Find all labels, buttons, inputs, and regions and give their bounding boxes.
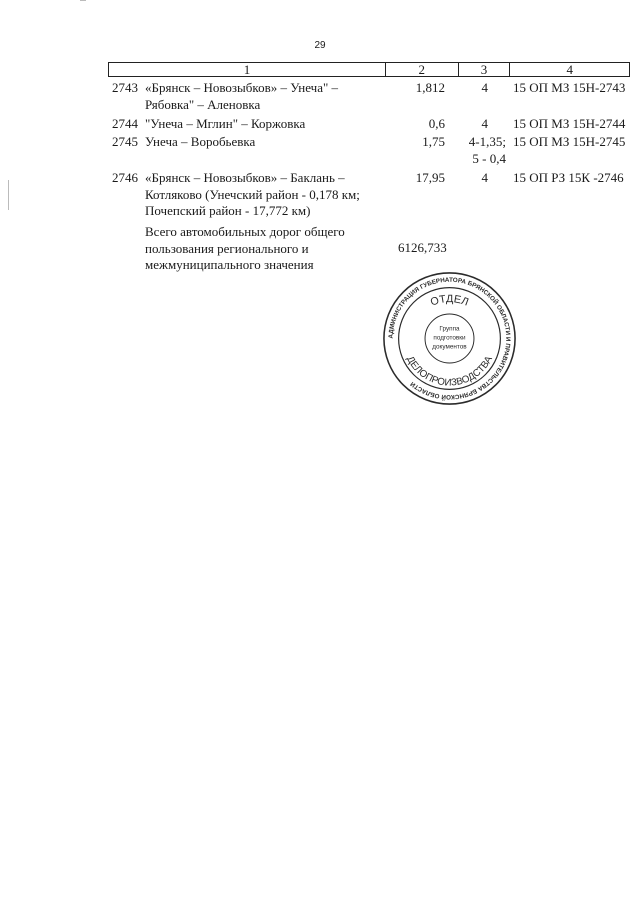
total-label-line: Всего автомобильных дорог общего	[145, 224, 345, 239]
road-length: 0,6	[428, 116, 445, 131]
road-category: 4-1,35;	[468, 134, 506, 149]
total-value: 6126,733	[398, 240, 447, 255]
road-name-line: Рябовка" – Аленовка	[145, 96, 261, 112]
scan-artifact	[8, 180, 9, 210]
stamp-center-line: Группа	[439, 325, 460, 333]
road-name-line: «Брянск – Новозыбков» – Баклань –	[145, 170, 345, 185]
stamp-center-line: документов	[432, 343, 467, 351]
road-category: 4	[481, 170, 488, 185]
road-category: 5 - 0,4	[472, 150, 506, 166]
row-number: 2745	[112, 134, 138, 149]
row-number: 2744	[112, 116, 138, 131]
page-number: 29	[314, 40, 326, 51]
road-code: 15 ОП РЗ 15К -2746	[513, 170, 624, 185]
stamp-ring-text: АДМИНИСТРАЦИЯ ГУБЕРНАТОРА БРЯНСКОЙ ОБЛАСТИ И ПРАВИТЕЛЬСТВА БРЯНСКОЙ ОБЛАСТИ	[387, 276, 512, 401]
row-number: 2746	[112, 170, 138, 185]
road-length: 1,75	[422, 134, 445, 149]
road-code: 15 ОП МЗ 15Н-2744	[513, 116, 626, 131]
total-label-line: пользования регионального и	[145, 240, 309, 256]
stamp-arc-bottom: ДЕЛОПРОИЗВОДСТВА	[404, 354, 495, 389]
road-name-line: Почепский район - 17,772 км)	[145, 203, 311, 218]
header-col-1: 1	[109, 63, 386, 76]
table-header	[108, 62, 630, 77]
scan-artifact	[80, 0, 86, 1]
road-name-line: «Брянск – Новозыбков» – Унеча" –	[145, 80, 339, 95]
header-col-2: 2	[386, 63, 459, 76]
road-length: 1,812	[415, 80, 445, 95]
row-number: 2743	[112, 80, 138, 95]
road-code: 15 ОП МЗ 15Н-2743	[513, 80, 626, 95]
road-category: 4	[481, 80, 488, 95]
header-col-3: 3	[459, 63, 511, 76]
road-category: 4	[481, 116, 488, 131]
road-code: 15 ОП МЗ 15Н-2745	[513, 134, 626, 149]
road-name-line: Унеча – Воробьевка	[145, 134, 256, 149]
header-col-4: 4	[566, 62, 573, 77]
stamp-center-line: подготовки	[433, 334, 466, 342]
road-length: 17,95	[415, 170, 445, 185]
road-name-line: Котляково (Унечский район - 0,178 км;	[145, 186, 360, 202]
office-stamp	[381, 270, 518, 407]
total-label-line: межмуниципального значения	[145, 257, 314, 272]
stamp-arc-top: ОТДЕЛ	[428, 293, 471, 309]
road-name-line: "Унеча – Мглин" – Коржовка	[145, 116, 306, 131]
